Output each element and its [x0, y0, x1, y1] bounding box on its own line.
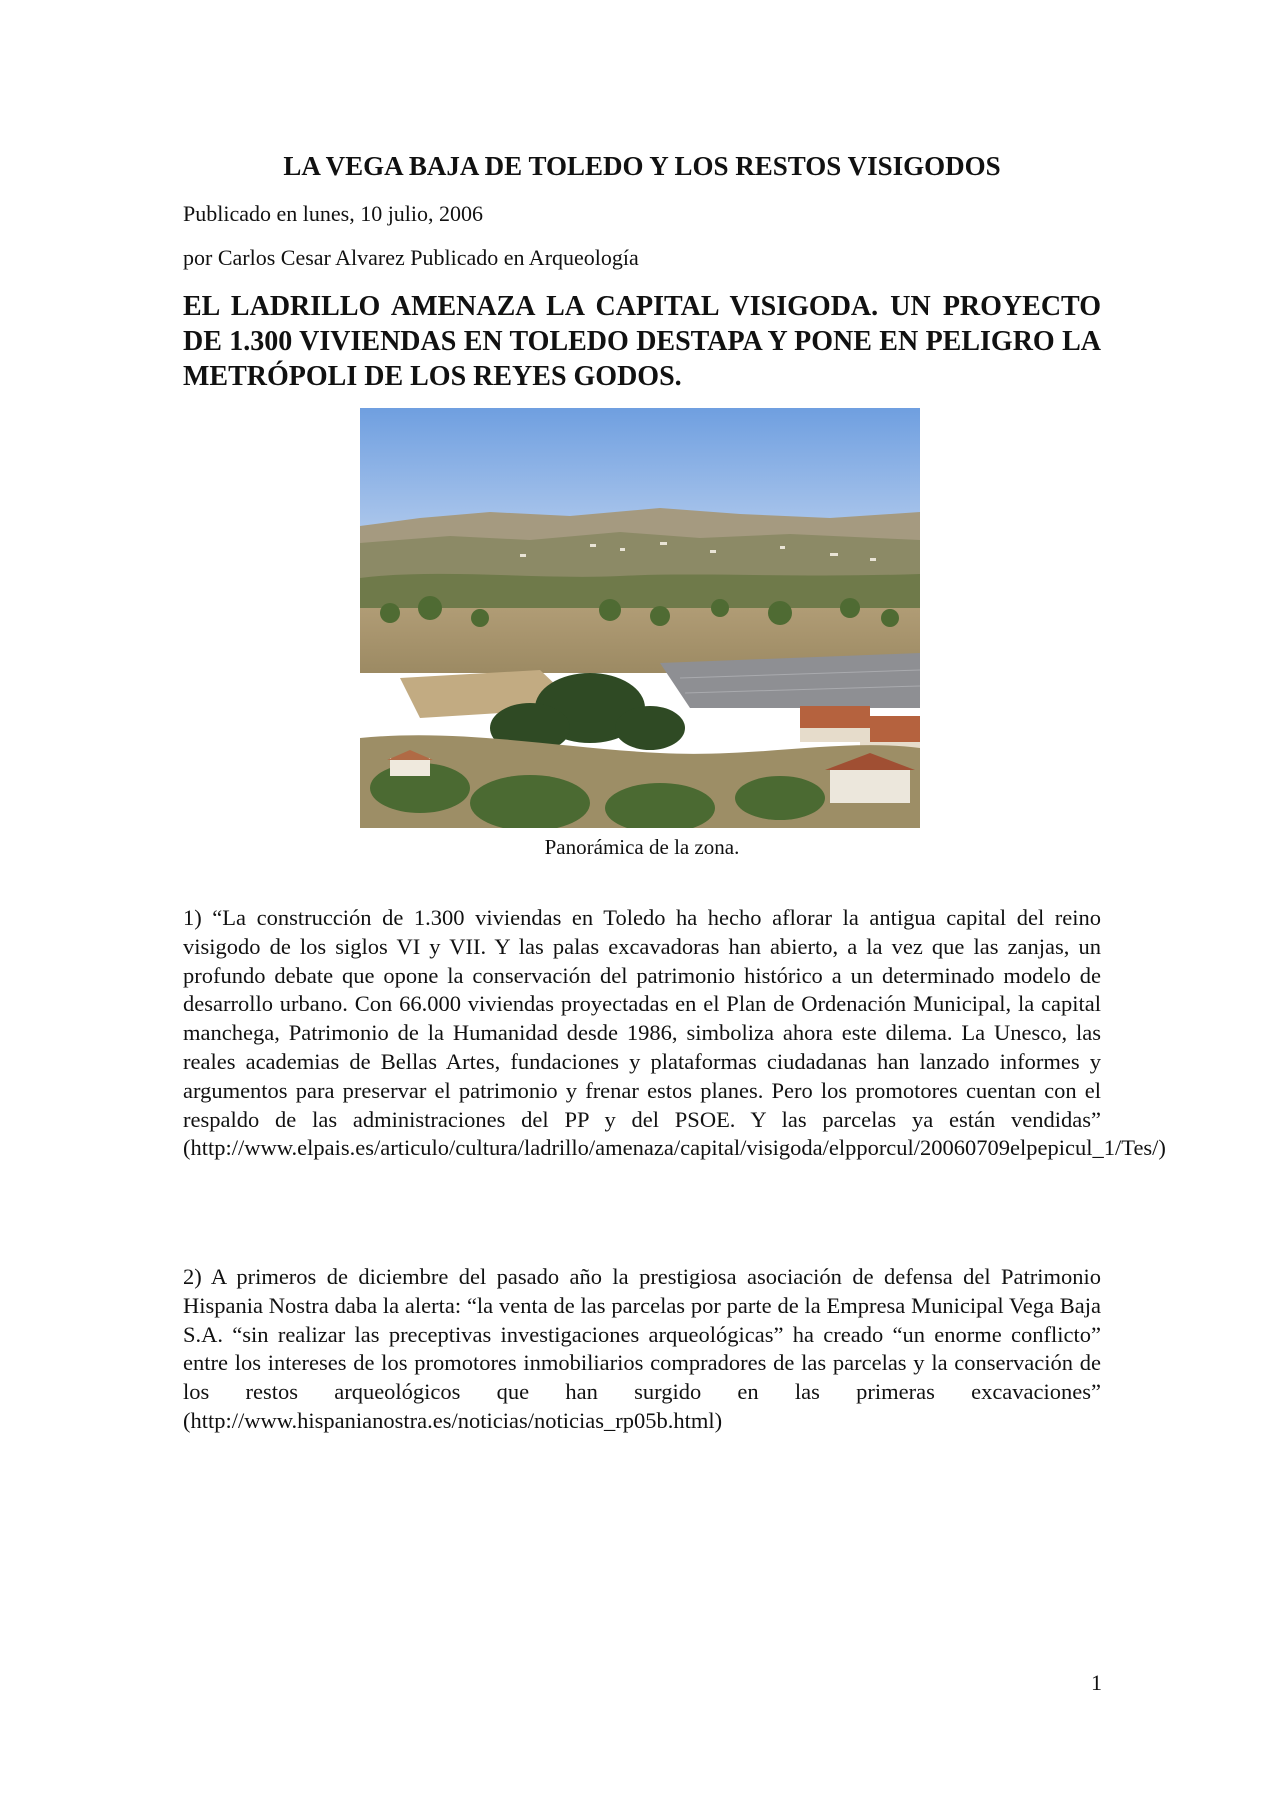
- paragraph-1: 1) “La construcción de 1.300 viviendas en Toledo ha hecho aflorar la antigua capital del reino visigodo de los siglos VI y VII. Y las palas excavadoras han abierto, a la vez que las zanjas, un profundo debate que opone la conservación del patrimonio histórico a un determinado modelo de desarrollo urbano. Con 66.000 viviendas proyectadas en el Plan de Ordenación Municipal, la capital manchega, Patrimonio de la Humanidad desde 1986, simboliza ahora este dilema. La Unesco, las reales academias de Bellas Artes, fundaciones y plataformas ciudadanas han lanzado informes y argumentos para preservar el patrimonio y frenar estos planes. Pero los promotores cuentan con el respaldo de las administraciones del PP y del PSOE. Y las parcelas ya están vendidas” (http://www.elpais.es/articulo/cultura/ladrillo/amenaza/capital/visigoda/elpporcul/20060709elpepicul_1/Tes/): [183, 905, 1166, 1161]
- panorama-photo: [360, 408, 920, 828]
- page-number: 1: [1091, 1670, 1102, 1695]
- author-line: por Carlos Cesar Alvarez Publicado en Arqueología: [183, 245, 639, 270]
- paragraph-2: 2) A primeros de diciembre del pasado año la prestigiosa asociación de defensa del Patrimonio Hispania Nostra daba la alerta: “la venta de las parcelas por parte de la Empresa Municipal Vega Baja S.A. “sin realizar las preceptivas investigaciones arqueológicas” ha creado “un enorme conflicto” entre los intereses de los promotores inmobiliarios compradores de las parcelas y la conservación de los restos arqueológicos que han surgido en las primeras excavaciones” (http://www.hispanianostra.es/noticias/noticias_rp05b.html): [183, 1264, 1101, 1433]
- photo-caption: Panorámica de la zona.: [544, 835, 740, 859]
- publication-date: Publicado en lunes, 10 julio, 2006: [183, 201, 484, 226]
- article-headline: EL LADRILLO AMENAZA LA CAPITAL VISIGODA. UN PROYECTO DE 1.300 VIVIENDAS EN TOLEDO DESTAPA Y PONE EN PELIGRO LA METRÓPOLI DE LOS REYES GODOS.: [183, 291, 1101, 392]
- document-title: LA VEGA BAJA DE TOLEDO Y LOS RESTOS VISIGODOS: [283, 151, 1001, 181]
